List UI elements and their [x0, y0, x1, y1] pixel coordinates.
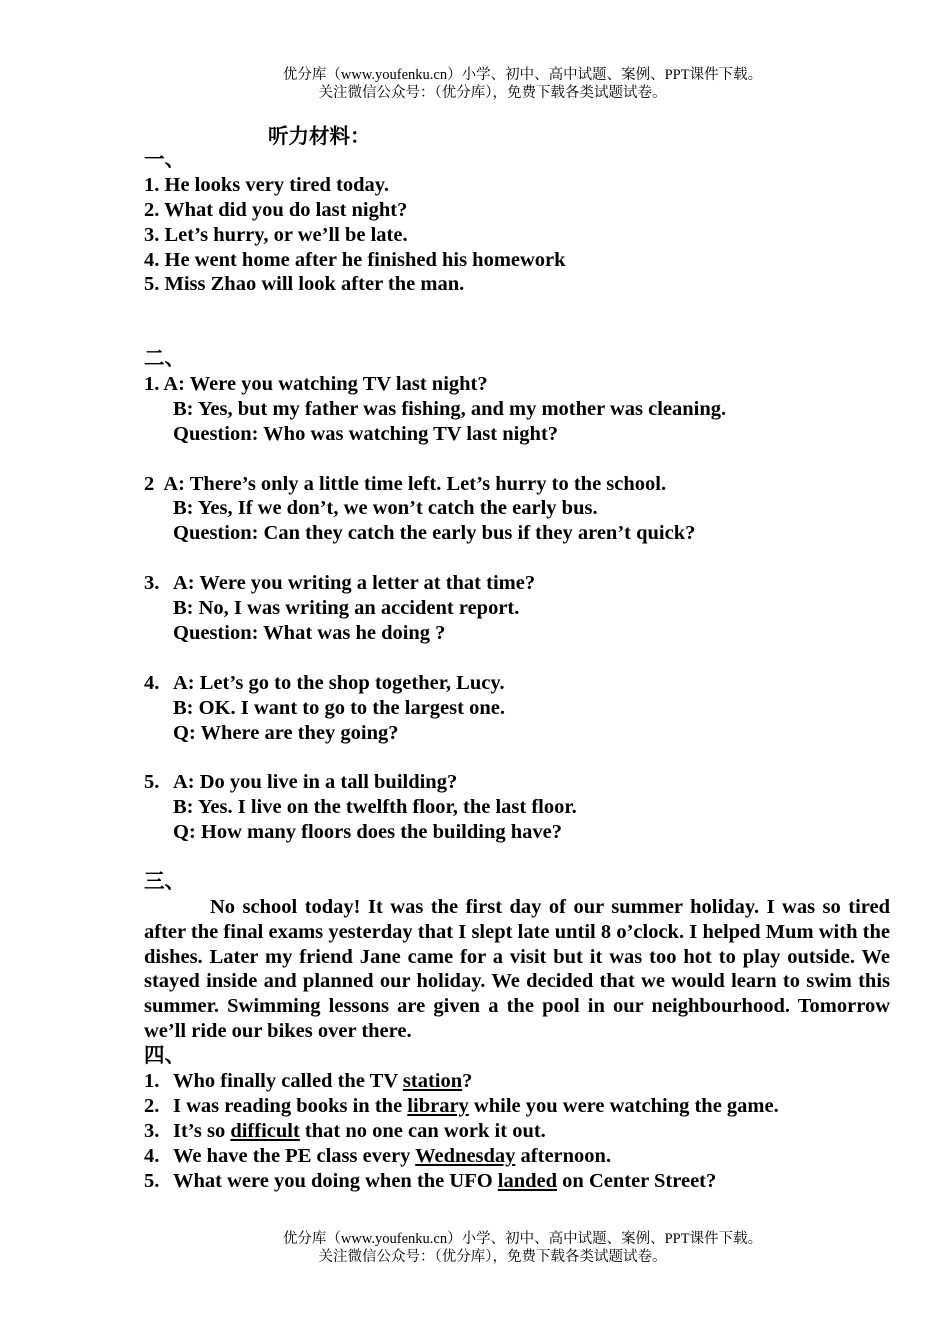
footer-line-1: 优分库（www.youfenku.cn）小学、初中、高中试题、案例、PPT课件下载。	[282, 1231, 763, 1247]
header-line-2: 关注微信公众号：（优分库），免费下载各类试题试卷。	[318, 85, 667, 101]
underlined-word: station	[402, 1070, 463, 1093]
dialog-number: 1.	[144, 373, 160, 396]
section-1-item: 1. He looks very tired today.	[144, 173, 390, 196]
dialog-2	[144, 472, 890, 547]
underlined-word: library	[407, 1094, 469, 1117]
underlined-word: Wednesday	[415, 1144, 516, 1167]
dialog-b: B: Yes, If we don’t, we won’t catch the early bus.	[173, 497, 598, 520]
section-1-heading: 一、	[144, 149, 185, 171]
section-4-item: 2. I was reading books in the library while you were watching the game.	[144, 1094, 779, 1117]
dialog-5	[144, 770, 890, 845]
dialog-number: 5.	[144, 771, 160, 794]
dialog-a: A: Were you writing a letter at that time?	[173, 572, 536, 595]
section-3-heading: 三、	[144, 870, 185, 893]
dialog-1	[144, 372, 890, 447]
dialog-b: B: Yes. I live on the twelfth floor, the last floor.	[173, 796, 577, 819]
dialog-number: 4.	[144, 671, 160, 694]
dialog-question: Question: Who was watching TV last night?	[173, 422, 559, 445]
dialog-a: A: Were you watching TV last night?	[163, 373, 488, 396]
dialog-b: B: OK. I want to go to the largest one.	[173, 696, 505, 719]
underlined-word: landed	[497, 1169, 558, 1192]
dialog-3	[144, 571, 890, 646]
section-2-heading: 二、	[144, 348, 185, 371]
page-title: 听力材料：	[268, 126, 371, 148]
dialog-number: 3.	[144, 572, 160, 595]
section-4-heading: 四、	[144, 1045, 185, 1068]
section-1-item: 3. Let’s hurry, or we’ll be late.	[144, 223, 408, 246]
dialog-a: A: There’s only a little time left. Let’s hurry to the school.	[163, 472, 667, 495]
section-1-item: 5. Miss Zhao will look after the man.	[144, 273, 465, 296]
section-4-item: 3. It’s so difficult that no one can work it out.	[144, 1119, 546, 1142]
dialog-question: Question: What was he doing ?	[173, 621, 446, 644]
footer-line-2: 关注微信公众号：（优分库），免费下载各类试题试卷。	[318, 1249, 667, 1265]
page-footer	[0, 1230, 950, 1266]
section-1-item: 4. He went home after he finished his homework	[144, 248, 566, 271]
underlined-word: difficult	[230, 1119, 300, 1142]
dialog-a: A: Do you live in a tall building?	[173, 771, 458, 794]
dialog-question: Q: Where are they going?	[173, 721, 399, 744]
section-4-item: 5. What were you doing when the UFO landed on Center Street?	[144, 1169, 717, 1192]
header-line-1: 优分库（www.youfenku.cn）小学、初中、高中试题、案例、PPT课件下载。	[282, 67, 763, 83]
document-body	[144, 122, 890, 1194]
dialog-question: Question: Can they catch the early bus if they aren’t quick?	[173, 522, 696, 545]
dialog-number: 2	[144, 472, 155, 495]
section-4-item: 4. We have the PE class every Wednesday afternoon.	[144, 1144, 612, 1167]
dialog-question: Q: How many floors does the building have?	[173, 821, 562, 844]
dialog-b: B: Yes, but my father was fishing, and my mother was cleaning.	[173, 397, 727, 420]
dialog-a: A: Let’s go to the shop together, Lucy.	[173, 671, 505, 694]
section-1-item: 2. What did you do last night?	[144, 198, 408, 221]
page-header	[0, 66, 950, 102]
passage: No school today! It was the first day of our summer holiday. I was so tired after the final exams yesterday that I slept late until 8 o’clock. I helped Mum with the dishes. Later my friend Jane came for a visit but it was too hot to play outside. We stayed inside and planned our holiday. We decided that we would learn to swim this summer. Swimming lessons are given a the pool in our neighbourhood. Tomorrow we’ll ride our bikes over there.	[144, 895, 890, 1043]
section-4-item: 1. Who finally called the TV station?	[144, 1070, 473, 1093]
dialog-b: B: No, I was writing an accident report.	[173, 597, 520, 620]
dialog-4	[144, 671, 890, 746]
